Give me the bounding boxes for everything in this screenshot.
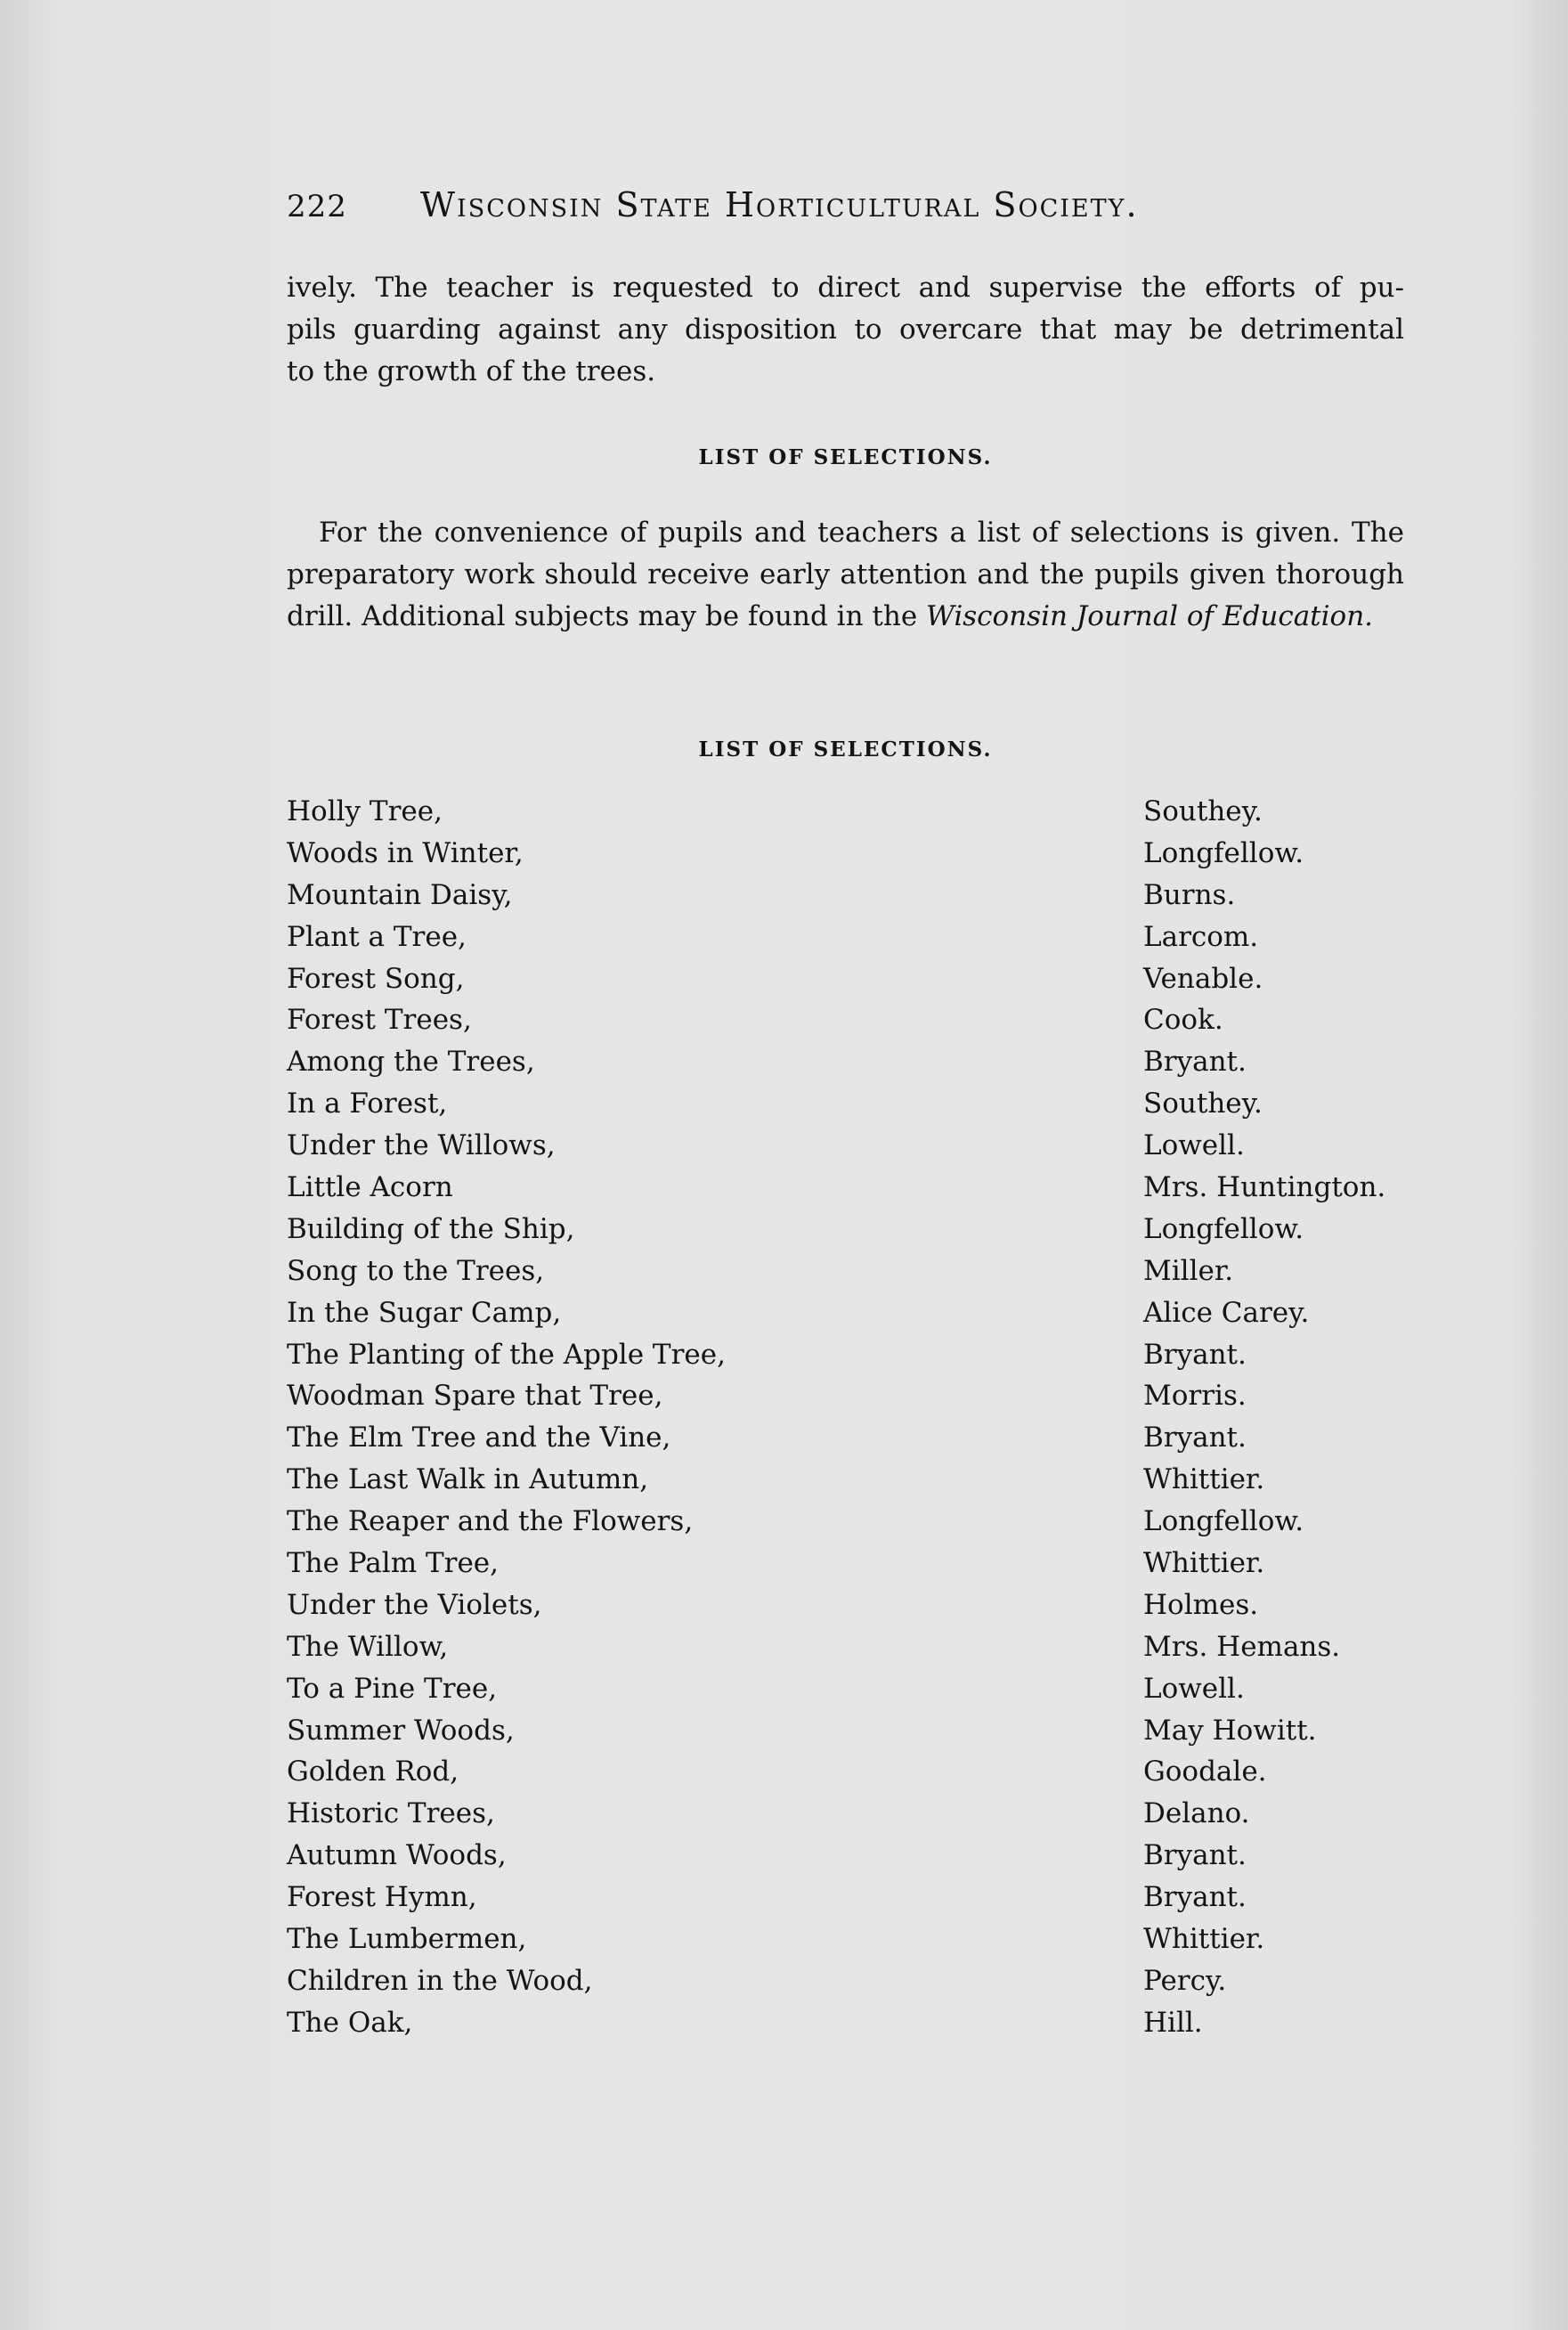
selection-author: Bryant. — [1143, 1881, 1247, 1914]
selection-title: Mountain Daisy, — [287, 878, 513, 911]
selection-row — [287, 1422, 1418, 1463]
selection-title: Forest Trees, — [287, 1004, 472, 1037]
intro-paragraph — [287, 267, 1404, 393]
running-head — [287, 185, 1275, 224]
selection-title: In a Forest, — [287, 1088, 448, 1120]
selection-author: Bryant. — [1143, 1839, 1247, 1872]
selection-row — [287, 1589, 1418, 1631]
selection-title: Autumn Woods, — [287, 1839, 507, 1872]
selection-title: Among the Trees, — [287, 1046, 535, 1079]
selection-title: The Willow, — [287, 1630, 449, 1663]
selection-title: Woods in Winter, — [287, 836, 524, 869]
selection-author: Delano. — [1143, 1797, 1250, 1830]
selection-row — [287, 1088, 1418, 1129]
selection-row — [287, 1380, 1418, 1422]
selection-row — [287, 1046, 1418, 1088]
selection-author: Bryant. — [1143, 1046, 1247, 1079]
selection-title: Little Acorn — [287, 1171, 453, 1204]
selection-row — [287, 1505, 1418, 1547]
selection-row — [287, 1297, 1418, 1339]
selection-author: Longfellow. — [1143, 1212, 1304, 1245]
selection-title: In the Sugar Camp, — [287, 1296, 562, 1329]
running-title: Wisconsin State Horticultural Society. — [420, 185, 1139, 224]
selection-author: Longfellow. — [1143, 1505, 1304, 1538]
selection-author: Whittier. — [1143, 1923, 1265, 1956]
selection-title: Summer Woods, — [287, 1714, 515, 1747]
selection-row — [287, 1673, 1418, 1715]
selection-row — [287, 1547, 1418, 1589]
selection-title: The Lumbermen, — [287, 1923, 527, 1956]
selection-title: Building of the Ship, — [287, 1212, 575, 1245]
selection-author: Morris. — [1143, 1380, 1247, 1413]
selection-row — [287, 1463, 1418, 1505]
selection-row — [287, 1129, 1418, 1171]
selection-row — [287, 1171, 1418, 1213]
section-heading-2: LIST OF SELECTIONS. — [698, 737, 993, 762]
selection-author: Mrs. Huntington. — [1143, 1171, 1386, 1204]
selection-title: Holly Tree, — [287, 795, 443, 827]
selection-author: Cook. — [1143, 1004, 1223, 1037]
selection-row — [287, 1213, 1418, 1255]
selection-title: Under the Willows, — [287, 1129, 556, 1162]
selection-title: The Last Walk in Autumn, — [287, 1463, 649, 1496]
selection-author: Whittier. — [1143, 1547, 1265, 1580]
selection-title: The Palm Tree, — [287, 1547, 499, 1580]
selection-row — [287, 1797, 1418, 1839]
selection-row — [287, 837, 1418, 879]
selection-author: Lowell. — [1143, 1672, 1245, 1705]
selection-author: Holmes. — [1143, 1588, 1259, 1621]
selection-row — [287, 1255, 1418, 1297]
selection-author: Hill. — [1143, 2006, 1203, 2039]
selection-title: The Planting of the Apple Tree, — [287, 1338, 726, 1371]
selection-title: Children in the Wood, — [287, 1964, 593, 1997]
selection-row — [287, 2007, 1418, 2049]
selection-author: Bryant. — [1143, 1422, 1247, 1454]
selection-title: Forest Hymn, — [287, 1881, 477, 1914]
selection-author: Percy. — [1143, 1964, 1227, 1997]
selection-author: Goodale. — [1143, 1756, 1267, 1788]
selection-row — [287, 795, 1418, 837]
selection-row — [287, 879, 1418, 921]
selection-title: Under the Violets, — [287, 1588, 542, 1621]
selection-row — [287, 1965, 1418, 2007]
selection-author: Longfellow. — [1143, 836, 1304, 869]
selection-title: Golden Rod, — [287, 1756, 459, 1788]
selection-row — [287, 1923, 1418, 1965]
intro-line: pils guarding against any disposition to overcare that may be detrimental — [287, 314, 1404, 346]
selection-row — [287, 963, 1418, 1005]
intro-line: to the growth of the trees. — [287, 355, 656, 387]
selection-title: Plant a Tree, — [287, 920, 467, 953]
intro-line: ively. The teacher is requested to direct and supervise the efforts of pu- — [287, 272, 1404, 304]
selection-title: Woodman Spare that Tree, — [287, 1380, 663, 1413]
selections-paragraph — [287, 512, 1404, 638]
selection-title: The Oak, — [287, 2006, 413, 2039]
selection-title: The Reaper and the Flowers, — [287, 1505, 694, 1538]
selection-title: The Elm Tree and the Vine, — [287, 1422, 671, 1454]
selection-author: Southey. — [1143, 1088, 1263, 1120]
selection-author: Lowell. — [1143, 1129, 1245, 1162]
journal-title: Wisconsin Journal of Education. — [926, 600, 1374, 632]
selection-row — [287, 1756, 1418, 1797]
page-number: 222 — [287, 189, 347, 224]
selection-title: Forest Song, — [287, 962, 465, 995]
selection-row — [287, 1881, 1418, 1923]
selections-list — [287, 795, 1418, 2049]
selection-title: Historic Trees, — [287, 1797, 495, 1830]
selection-author: Venable. — [1143, 962, 1263, 995]
selection-author: Whittier. — [1143, 1463, 1265, 1496]
selection-row — [287, 921, 1418, 963]
selection-row — [287, 1631, 1418, 1673]
paragraph-text: For the convenience of pupils and teachers a list of selections is given. The preparatory work should receive early attention and the pupils given thorough drill. Additional subjects may be found in the — [287, 517, 1404, 632]
selection-row — [287, 1004, 1418, 1046]
selection-author: May Howitt. — [1143, 1714, 1317, 1747]
selection-author: Larcom. — [1143, 920, 1259, 953]
selection-row — [287, 1715, 1418, 1756]
selection-author: Alice Carey. — [1143, 1296, 1310, 1329]
selection-title: Song to the Trees, — [287, 1254, 545, 1287]
selection-row — [287, 1339, 1418, 1381]
selection-author: Burns. — [1143, 878, 1236, 911]
selection-author: Mrs. Hemans. — [1143, 1630, 1341, 1663]
selection-row — [287, 1839, 1418, 1881]
selection-author: Bryant. — [1143, 1338, 1247, 1371]
selection-title: To a Pine Tree, — [287, 1672, 498, 1705]
selection-author: Southey. — [1143, 795, 1263, 827]
section-heading-1: LIST OF SELECTIONS. — [698, 445, 993, 469]
selection-author: Miller. — [1143, 1254, 1234, 1287]
